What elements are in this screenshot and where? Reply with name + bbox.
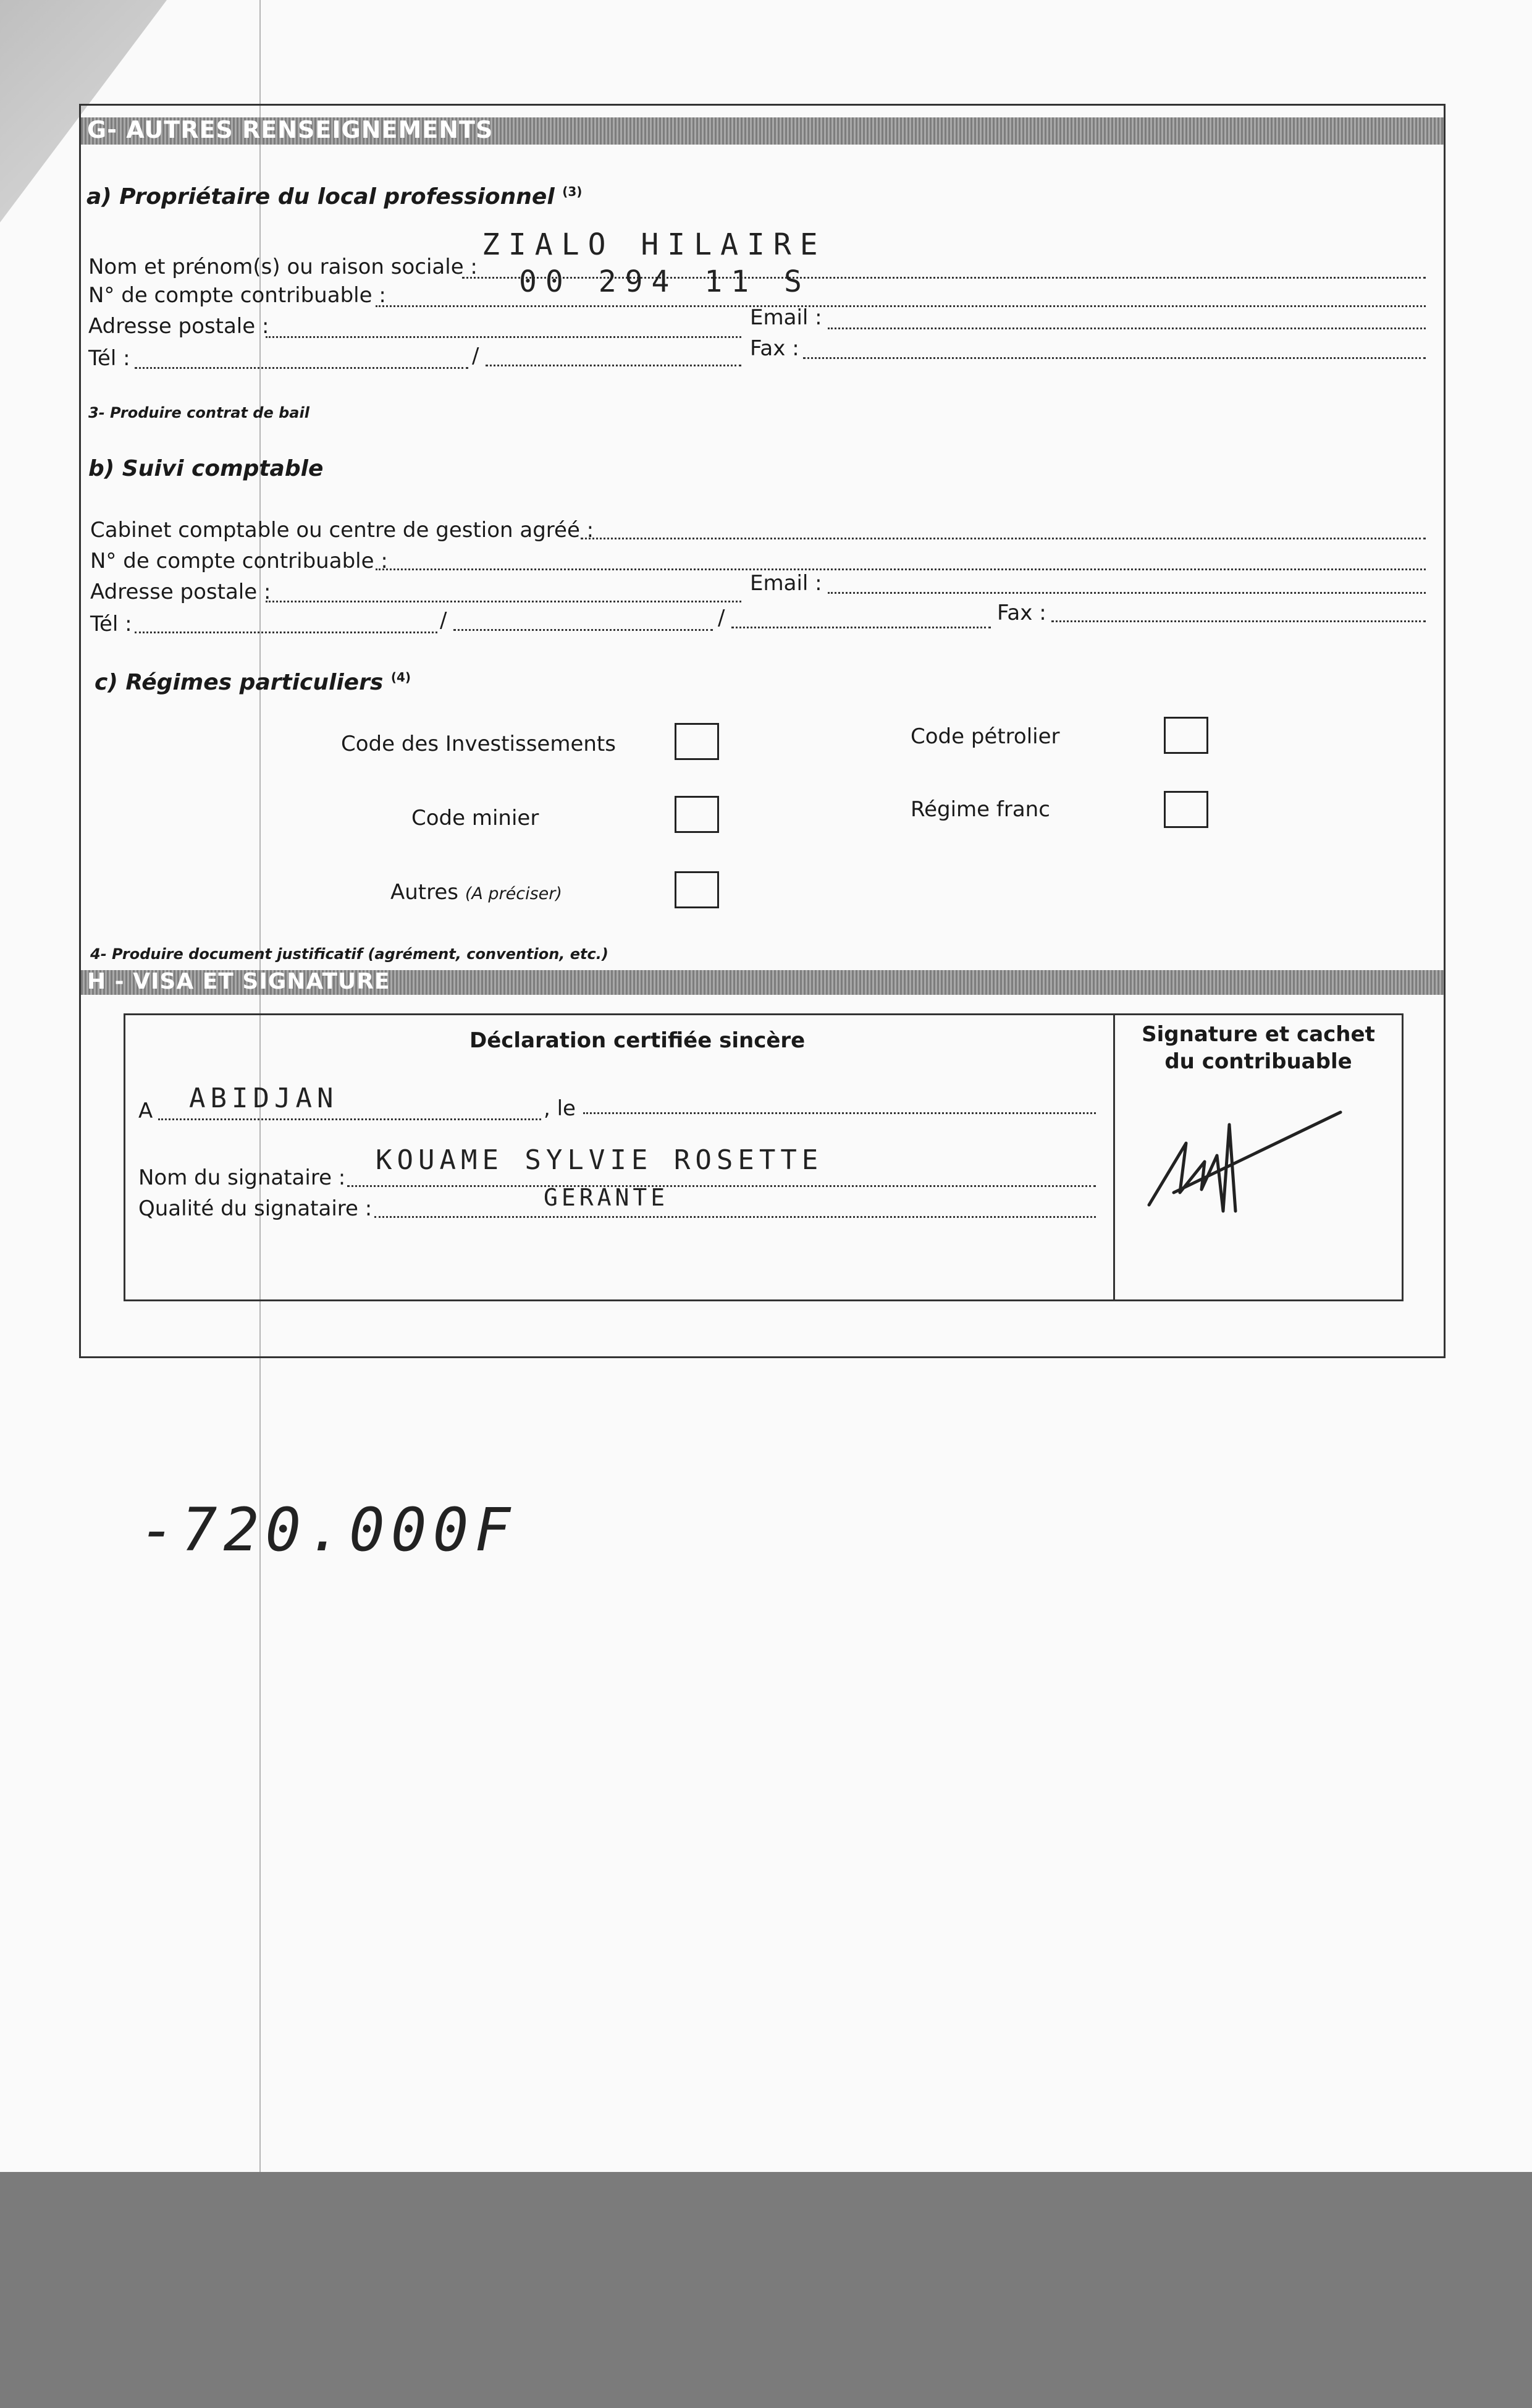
accounting-tel-line-3 [731, 627, 991, 628]
accounting-address-label: Adresse postale : [90, 580, 271, 604]
date-label: , le [544, 1096, 576, 1121]
quality-label: Qualité du signataire : [138, 1196, 372, 1221]
accounting-firm-label: Cabinet comptable ou centre de gestion agréé : [90, 518, 594, 543]
accounting-firm-line [581, 538, 1426, 539]
regimes-footnote: 4- Produire document justificatif (agrément, convention, etc.) [90, 945, 608, 963]
section-g-header [81, 117, 1444, 145]
accounting-tel-line-2 [453, 629, 713, 631]
accounting-fax-line [1051, 620, 1426, 622]
regime-label-franc: Régime franc [911, 797, 1050, 822]
owner-section-title [86, 184, 582, 209]
regimes-section-title [95, 670, 411, 695]
section-h-header [81, 970, 1444, 995]
regime-autres-text: Autres [390, 880, 459, 905]
owner-fax-label: Fax : [750, 336, 799, 361]
regime-label-petrolier: Code pétrolier [911, 724, 1060, 749]
visa-box-divider [1113, 1013, 1115, 1301]
date-line [583, 1112, 1096, 1114]
accounting-account-label: N° de compte contribuable : [90, 549, 388, 573]
accounting-tel-label: Tél : [90, 612, 132, 636]
regime-checkbox-franc[interactable] [1164, 791, 1208, 828]
regimes-title-note: (4) [390, 670, 411, 685]
signature-scribble [1137, 1088, 1359, 1223]
owner-address-label: Adresse postale : [88, 314, 269, 339]
owner-email-line [828, 327, 1426, 329]
regime-label-investissements: Code des Investissements [341, 732, 616, 756]
accounting-email-line [828, 592, 1426, 594]
regime-autres-hint: (A préciser) [465, 884, 562, 903]
regime-checkbox-petrolier[interactable] [1164, 717, 1208, 754]
accounting-fax-label: Fax : [997, 601, 1046, 625]
regime-label-minier: Code minier [411, 806, 539, 830]
signature-title: Signature et cachet du contribuable [1142, 1022, 1375, 1074]
owner-name-value: ZIALO HILAIRE [482, 227, 827, 262]
regime-checkbox-minier[interactable] [675, 796, 719, 833]
owner-title-text: a) Propriétaire du local professionnel [86, 184, 555, 209]
accounting-tel-separator-1: / [440, 608, 447, 633]
owner-title-note: (3) [562, 184, 583, 199]
owner-name-label: Nom et prénom(s) ou raison sociale : [88, 255, 478, 279]
handwritten-amount: -720.000F [140, 1495, 517, 1565]
signatory-line [347, 1185, 1096, 1187]
regime-checkbox-investissements[interactable] [675, 723, 719, 760]
place-value: ABIDJAN [189, 1083, 339, 1114]
regimes-title-text: c) Régimes particuliers [95, 670, 384, 695]
place-line [158, 1118, 541, 1120]
accounting-section-title: b) Suivi comptable [88, 456, 324, 481]
signatory-value: KOUAME SYLVIE ROSETTE [376, 1144, 823, 1176]
signatory-label: Nom du signataire : [138, 1165, 346, 1190]
owner-footnote: 3- Produire contrat de bail [88, 404, 309, 421]
regime-label-autres [390, 880, 562, 905]
accounting-address-line [266, 601, 741, 602]
declaration-title: Déclaration certifiée sincère [469, 1028, 806, 1053]
section-h-title: H - VISA ET SIGNATURE [87, 969, 390, 994]
owner-tel-label: Tél : [88, 346, 130, 371]
owner-address-line [266, 336, 741, 338]
place-label: A [138, 1099, 153, 1123]
quality-value: GERANTE [544, 1184, 669, 1211]
accounting-account-line [376, 568, 1426, 570]
accounting-tel-line-1 [135, 632, 437, 633]
owner-fax-line [803, 357, 1426, 359]
quality-line [374, 1216, 1096, 1218]
owner-account-label: N° de compte contribuable : [88, 283, 386, 308]
regime-checkbox-autres[interactable] [675, 871, 719, 908]
owner-tel-line-1 [135, 367, 468, 369]
accounting-email-label: Email : [750, 571, 822, 596]
owner-account-line [376, 305, 1426, 307]
accounting-tel-separator-2: / [718, 606, 725, 630]
owner-tel-separator: / [472, 344, 479, 368]
owner-tel-line-2 [486, 365, 741, 366]
owner-email-label: Email : [750, 305, 822, 330]
owner-account-value: 00 294 11 S [519, 264, 810, 299]
section-g-title: G- AUTRES RENSEIGNEMENTS [87, 116, 494, 143]
